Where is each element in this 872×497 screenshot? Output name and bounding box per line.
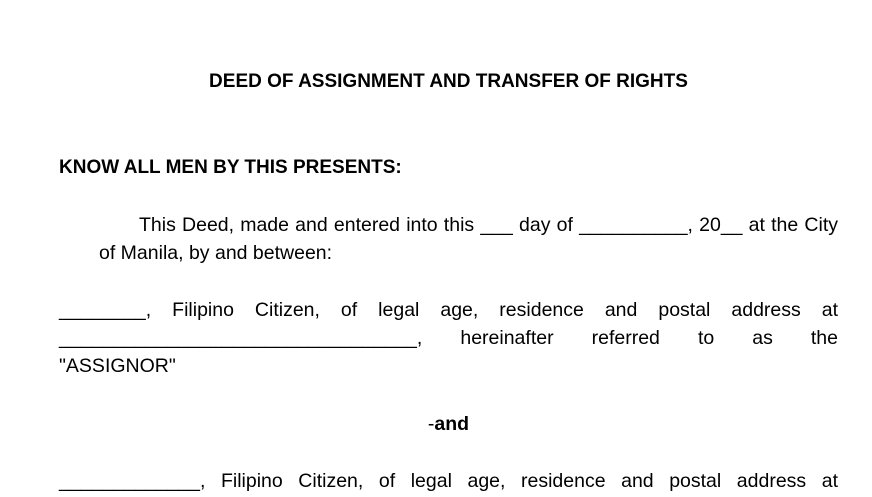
and-separator-dash: - — [427, 413, 435, 435]
and-separator — [59, 410, 838, 438]
document-title: DEED OF ASSIGNMENT AND TRANSFER OF RIGHTS — [209, 71, 688, 92]
assignor-paragraph-line-3: "ASSIGNOR" — [59, 355, 176, 377]
document-heading: KNOW ALL MEN BY THIS PRESENTS: — [59, 157, 402, 178]
assignee-paragraph — [59, 467, 838, 495]
and-separator-word: and — [434, 413, 470, 435]
assignor-paragraph — [59, 296, 838, 380]
opening-paragraph-line-1: This Deed, made and entered into this ___ day of __________, 20__ at the City — [139, 214, 838, 236]
opening-paragraph-line-2: of Manila, by and between: — [99, 242, 333, 264]
assignor-paragraph-line-2: _________________________________, hereinafter referred to as the — [59, 327, 838, 349]
assignor-paragraph-line-1: ________, Filipino Citizen, of legal age, residence and postal address at — [59, 299, 838, 321]
assignee-paragraph-line-1: _____________, Filipino Citizen, of legal age, residence and postal address at — [59, 470, 838, 492]
opening-paragraph — [59, 211, 838, 267]
